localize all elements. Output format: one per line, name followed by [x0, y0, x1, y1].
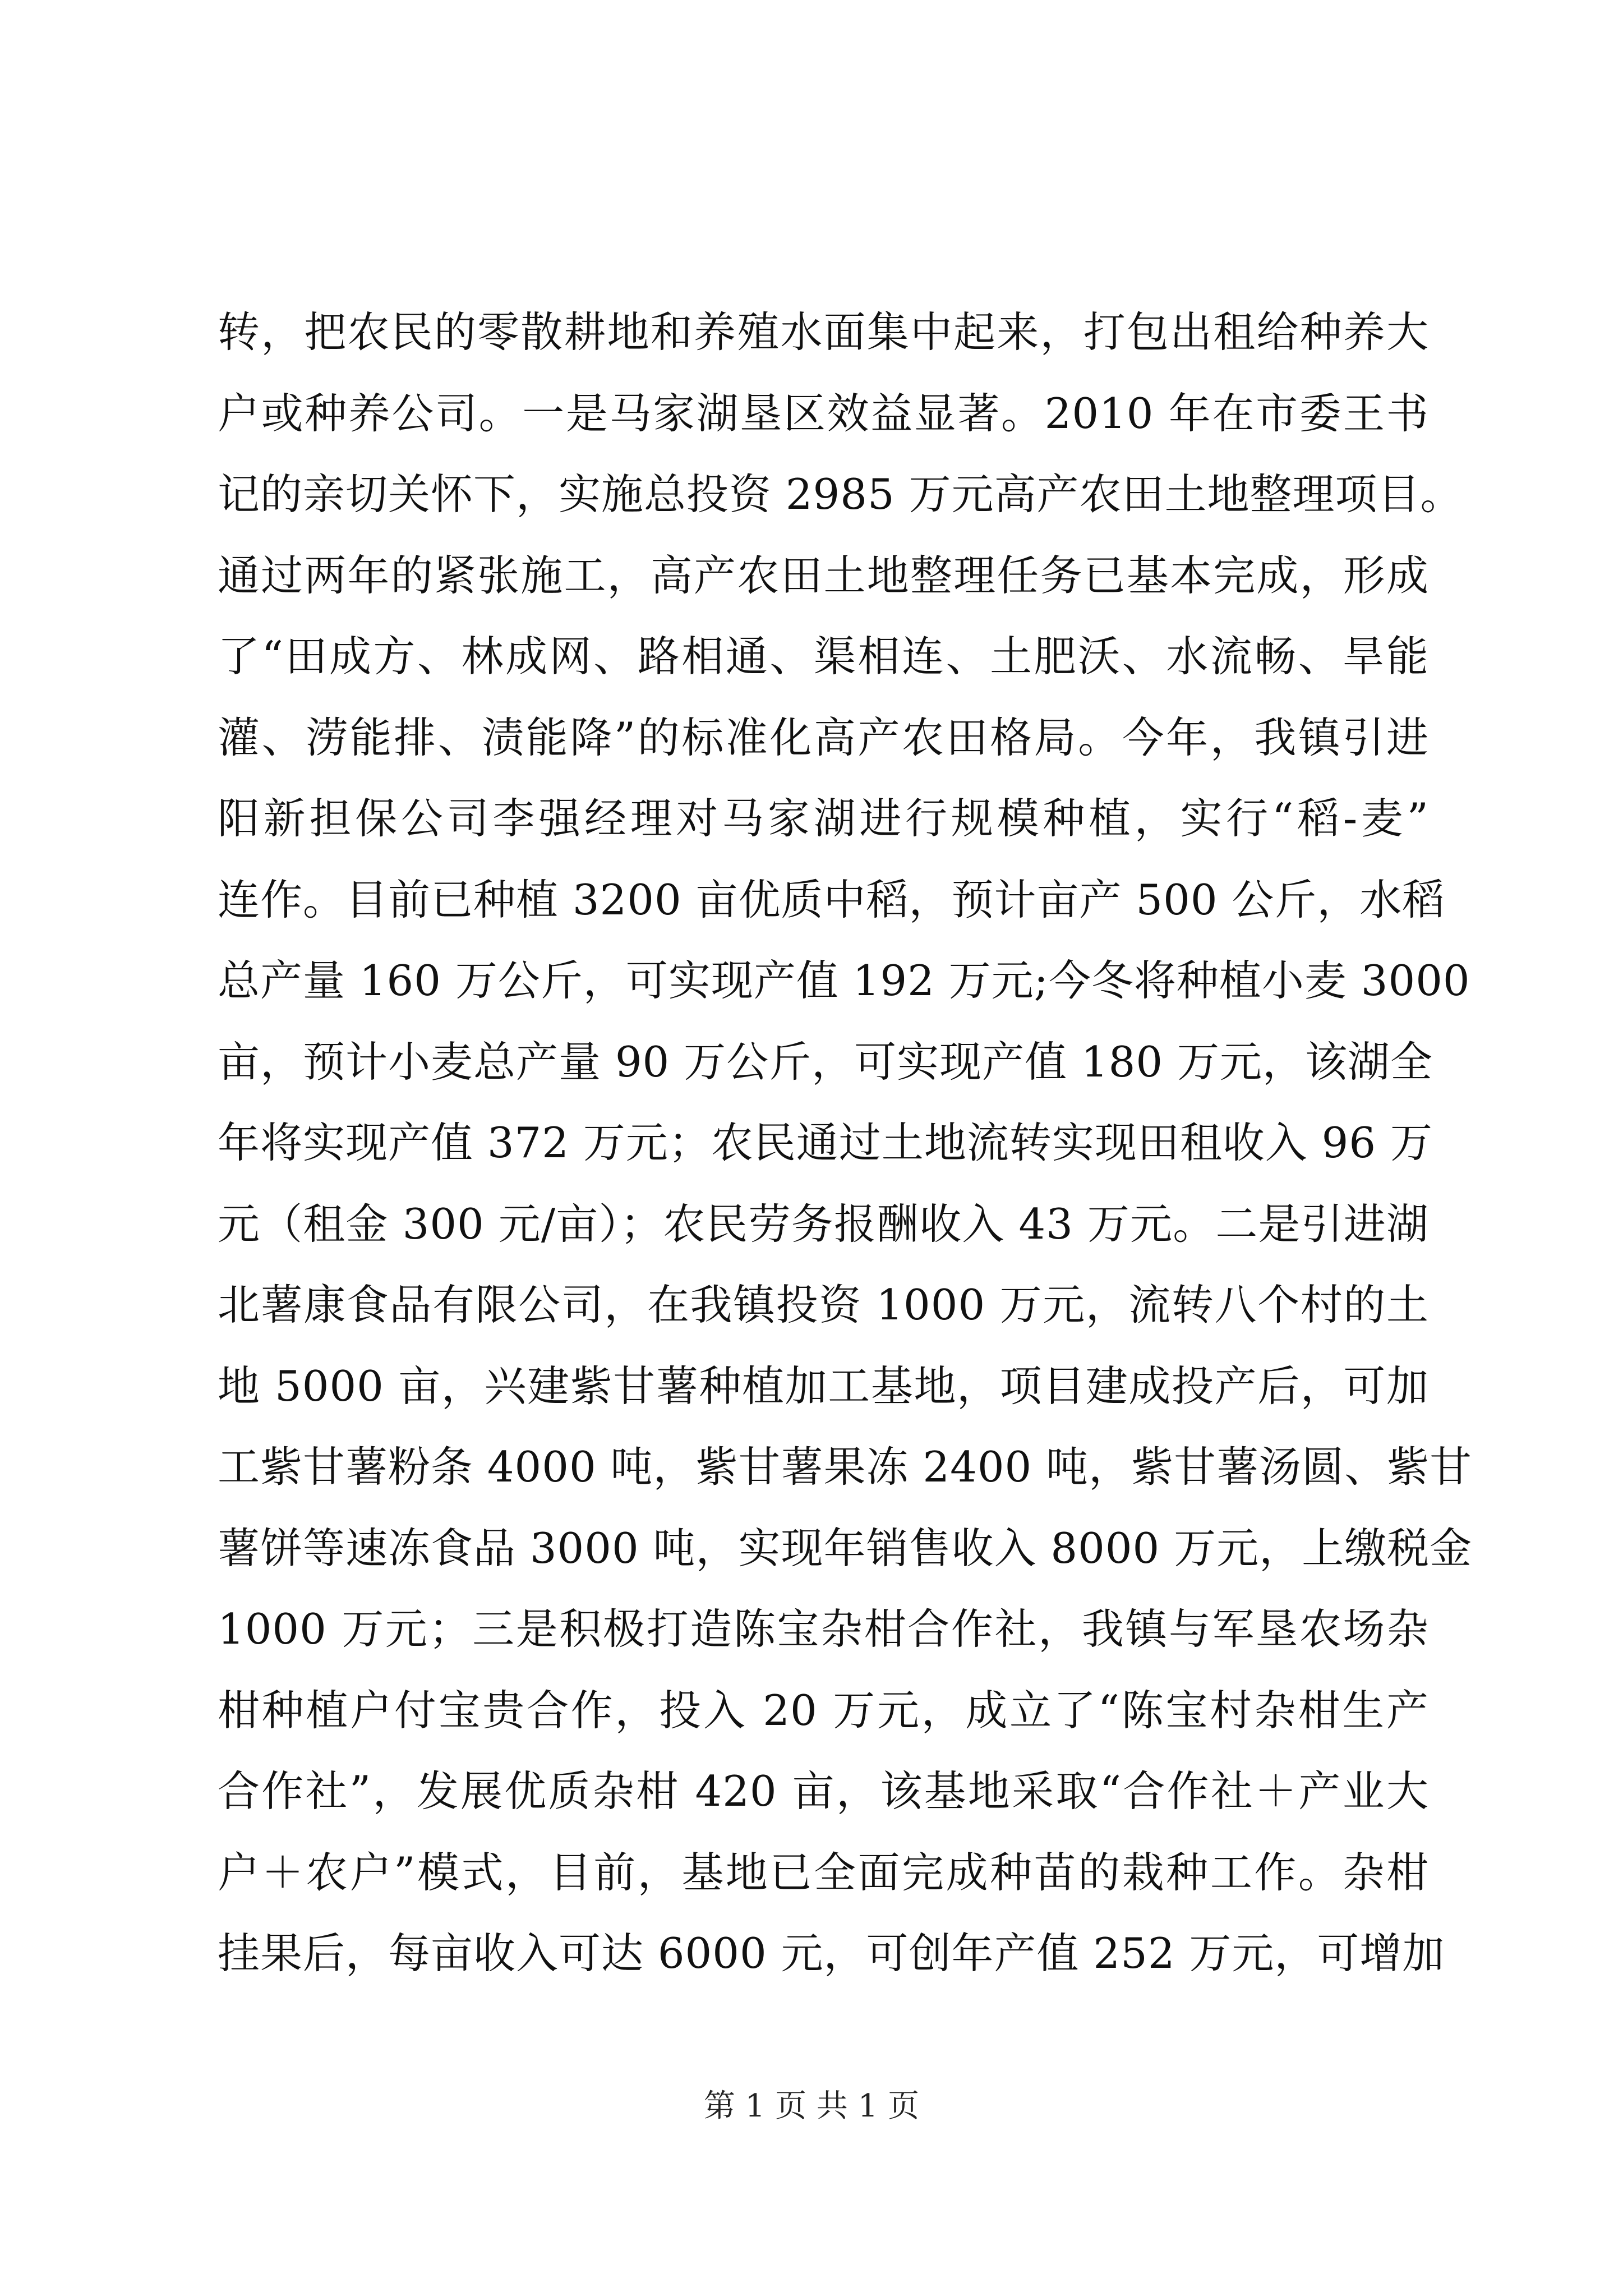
- text-line: 地 5000 亩，兴建紫甘薯种植加工基地，项目建成投产后，可加: [218, 1361, 1429, 1411]
- text-line: 了“田成方、林成网、路相通、渠相连、土肥沃、水流畅、旱能: [218, 632, 1429, 681]
- text-line: 连作。目前已种植 3200 亩优质中稻，预计亩产 500 公斤，水稻: [218, 875, 1445, 924]
- text-line: 户或种养公司。一是马家湖垦区效益显著。2010 年在市委王书: [218, 388, 1429, 438]
- text-line: 工紫甘薯粉条 4000 吨，紫甘薯果冻 2400 吨，紫甘薯汤圆、紫甘: [218, 1442, 1473, 1492]
- text-line: 合作社”，发展优质杂柑 420 亩，该基地采取“合作社＋产业大: [218, 1766, 1429, 1816]
- text-line: 户＋农户”模式，目前，基地已全面完成种苗的栽种工作。杂柑: [218, 1847, 1429, 1897]
- text-line: 元（租金 300 元/亩）；农民劳务报酬收入 43 万元。二是引进湖: [218, 1199, 1429, 1249]
- text-line: 阳新担保公司李强经理对马家湖进行规模种植，实行“稻-麦”: [218, 794, 1429, 843]
- text-line: 年将实现产值 372 万元；农民通过土地流转实现田租收入 96 万: [218, 1118, 1433, 1167]
- text-line: 总产量 160 万公斤，可实现产值 192 万元;今冬将种植小麦 3000: [218, 956, 1470, 1005]
- text-line: 薯饼等速冻食品 3000 吨，实现年销售收入 8000 万元，上缴税金: [218, 1523, 1473, 1573]
- text-line: 灌、涝能排、渍能降”的标准化高产农田格局。今年，我镇引进: [218, 712, 1429, 762]
- page-number-footer: 第 1 页 共 1 页: [703, 2088, 920, 2124]
- text-line: 转，把农民的零散耕地和养殖水面集中起来，打包出租给种养大: [218, 307, 1429, 357]
- text-line: 通过两年的紧张施工，高产农田土地整理任务已基本完成，形成: [218, 550, 1429, 600]
- text-line: 北薯康食品有限公司，在我镇投资 1000 万元，流转八个村的土: [218, 1280, 1429, 1329]
- text-line: 1000 万元；三是积极打造陈宝杂柑合作社，我镇与军垦农场杂: [218, 1604, 1429, 1654]
- text-line: 亩，预计小麦总产量 90 万公斤，可实现产值 180 万元，该湖全: [218, 1037, 1433, 1087]
- text-line: 柑种植户付宝贵合作，投入 20 万元，成立了“陈宝村杂柑生产: [218, 1685, 1429, 1735]
- text-line: 记的亲切关怀下，实施总投资 2985 万元高产农田土地整理项目。: [218, 470, 1463, 519]
- document-body: [218, 292, 1473, 1994]
- text-line: 挂果后，每亩收入可达 6000 元，可创年产值 252 万元，可增加: [218, 1929, 1445, 1978]
